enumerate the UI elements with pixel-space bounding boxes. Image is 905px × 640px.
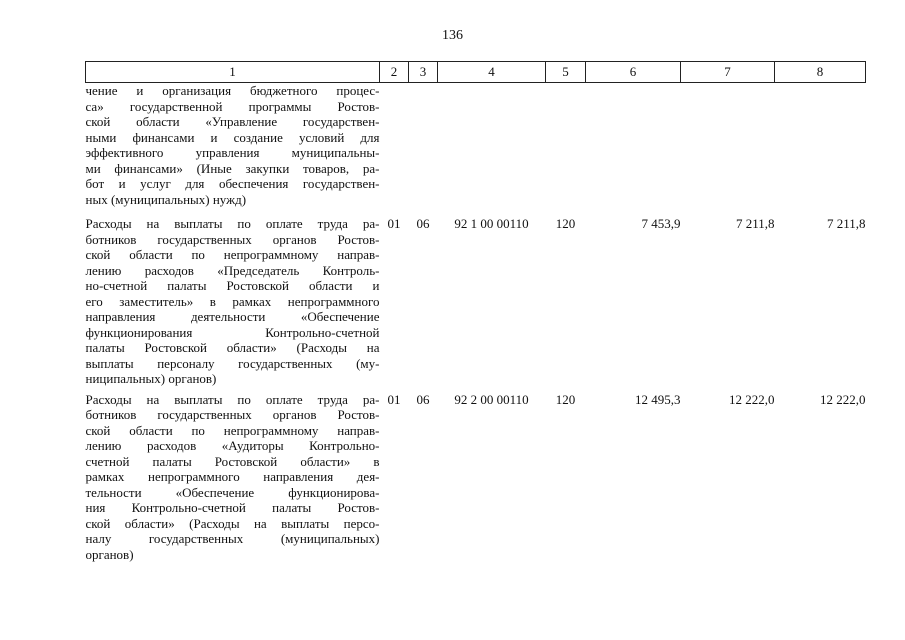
description-line: ской области по непрограммному направ- [85, 422, 380, 438]
description-line: налу государственных (муниципальных) [85, 531, 380, 546]
column-header: 4 [438, 62, 546, 83]
target-article-code: 92 1 00 00110 [454, 216, 529, 231]
description-line: эффективного управления муниципальны- [85, 145, 380, 160]
column-header: 1 [86, 62, 380, 83]
description-line: бот и услуг для обеспечения государствен- [85, 176, 380, 191]
description-line: ской области» (Расходы на выплаты персо- [85, 515, 380, 531]
table-row [86, 207, 866, 387]
section-code: 01 [387, 391, 401, 407]
amount-col7: 12 222,0 [729, 391, 775, 407]
description-line: ской области по непрограммному направ- [85, 247, 380, 262]
amount-col7: 7 211,8 [735, 216, 775, 231]
description-line: ниципальных) органов) [85, 371, 217, 386]
description-line: ми финансами» (Иные закупки товаров, ра- [85, 160, 380, 176]
expense-description [86, 387, 380, 563]
description-line: тельности «Обеспечение функционирова- [85, 484, 380, 500]
description-line: счетной палаты Ростовской области» в [85, 453, 380, 469]
description-line: Расходы на выплаты по оплате труда ра- [85, 391, 380, 407]
description-line: его заместитель» в рамках непрограммного [85, 293, 380, 309]
table-row [86, 387, 866, 563]
expense-type-code [546, 83, 586, 208]
description-line: функционирования Контрольно-счетной [85, 324, 380, 340]
column-header: 3 [409, 62, 438, 83]
description-line: но-счетной палаты Ростовской области и [85, 278, 380, 293]
description-line: лению расходов «Председатель Контроль- [85, 262, 380, 278]
amount-col8: 7 211,8 [826, 216, 866, 231]
description-line: рамках непрограммного направления дея- [85, 469, 380, 484]
amount-col8 [775, 83, 866, 208]
description-line: органов) [85, 546, 134, 562]
section-code [380, 83, 409, 208]
expense-type-code: 120 [555, 216, 576, 231]
description-line: выплаты персоналу государственных (му- [85, 355, 380, 371]
amount-col8: 12 222,0 [820, 391, 866, 407]
description-line: лению расходов «Аудиторы Контрольно- [85, 438, 380, 453]
column-header: 8 [775, 62, 866, 83]
description-line: са» государственной программы Ростов- [85, 98, 380, 114]
column-header: 5 [546, 62, 586, 83]
table-row [86, 83, 866, 208]
amount-col6: 12 495,3 [635, 391, 681, 407]
description-line: ской области «Управление государствен- [85, 114, 380, 129]
amount-col6: 7 453,9 [641, 216, 681, 231]
subsection-code: 06 [416, 391, 430, 407]
description-line: ния Контрольно-счетной палаты Ростов- [85, 500, 380, 515]
column-header: 6 [586, 62, 681, 83]
description-line: Расходы на выплаты по оплате труда ра- [85, 216, 380, 231]
description-line: ными финансами и создание условий для [85, 129, 380, 145]
amount-col6 [586, 83, 681, 208]
section-code: 01 [387, 216, 401, 231]
column-header: 2 [380, 62, 409, 83]
description-line: чение и организация бюджетного процес- [85, 83, 380, 98]
description-line: палаты Ростовской области» (Расходы на [85, 340, 380, 355]
column-header: 7 [681, 62, 775, 83]
expense-type-code: 120 [555, 391, 576, 407]
amount-col7 [681, 83, 775, 208]
subsection-code [409, 83, 438, 208]
description-line: ных (муниципальных) нужд) [85, 191, 247, 207]
subsection-code: 06 [416, 216, 430, 231]
description-line: направления деятельности «Обеспечение [85, 309, 380, 324]
expense-description [86, 83, 380, 208]
target-article-code [438, 83, 546, 208]
expense-description [86, 207, 380, 387]
budget-table [85, 61, 866, 562]
page-number: 136 [442, 28, 463, 43]
target-article-code: 92 2 00 00110 [454, 391, 529, 407]
description-line: ботников государственных органов Ростов- [85, 231, 380, 247]
header-row [86, 62, 866, 83]
description-line: ботников государственных органов Ростов- [85, 407, 380, 422]
